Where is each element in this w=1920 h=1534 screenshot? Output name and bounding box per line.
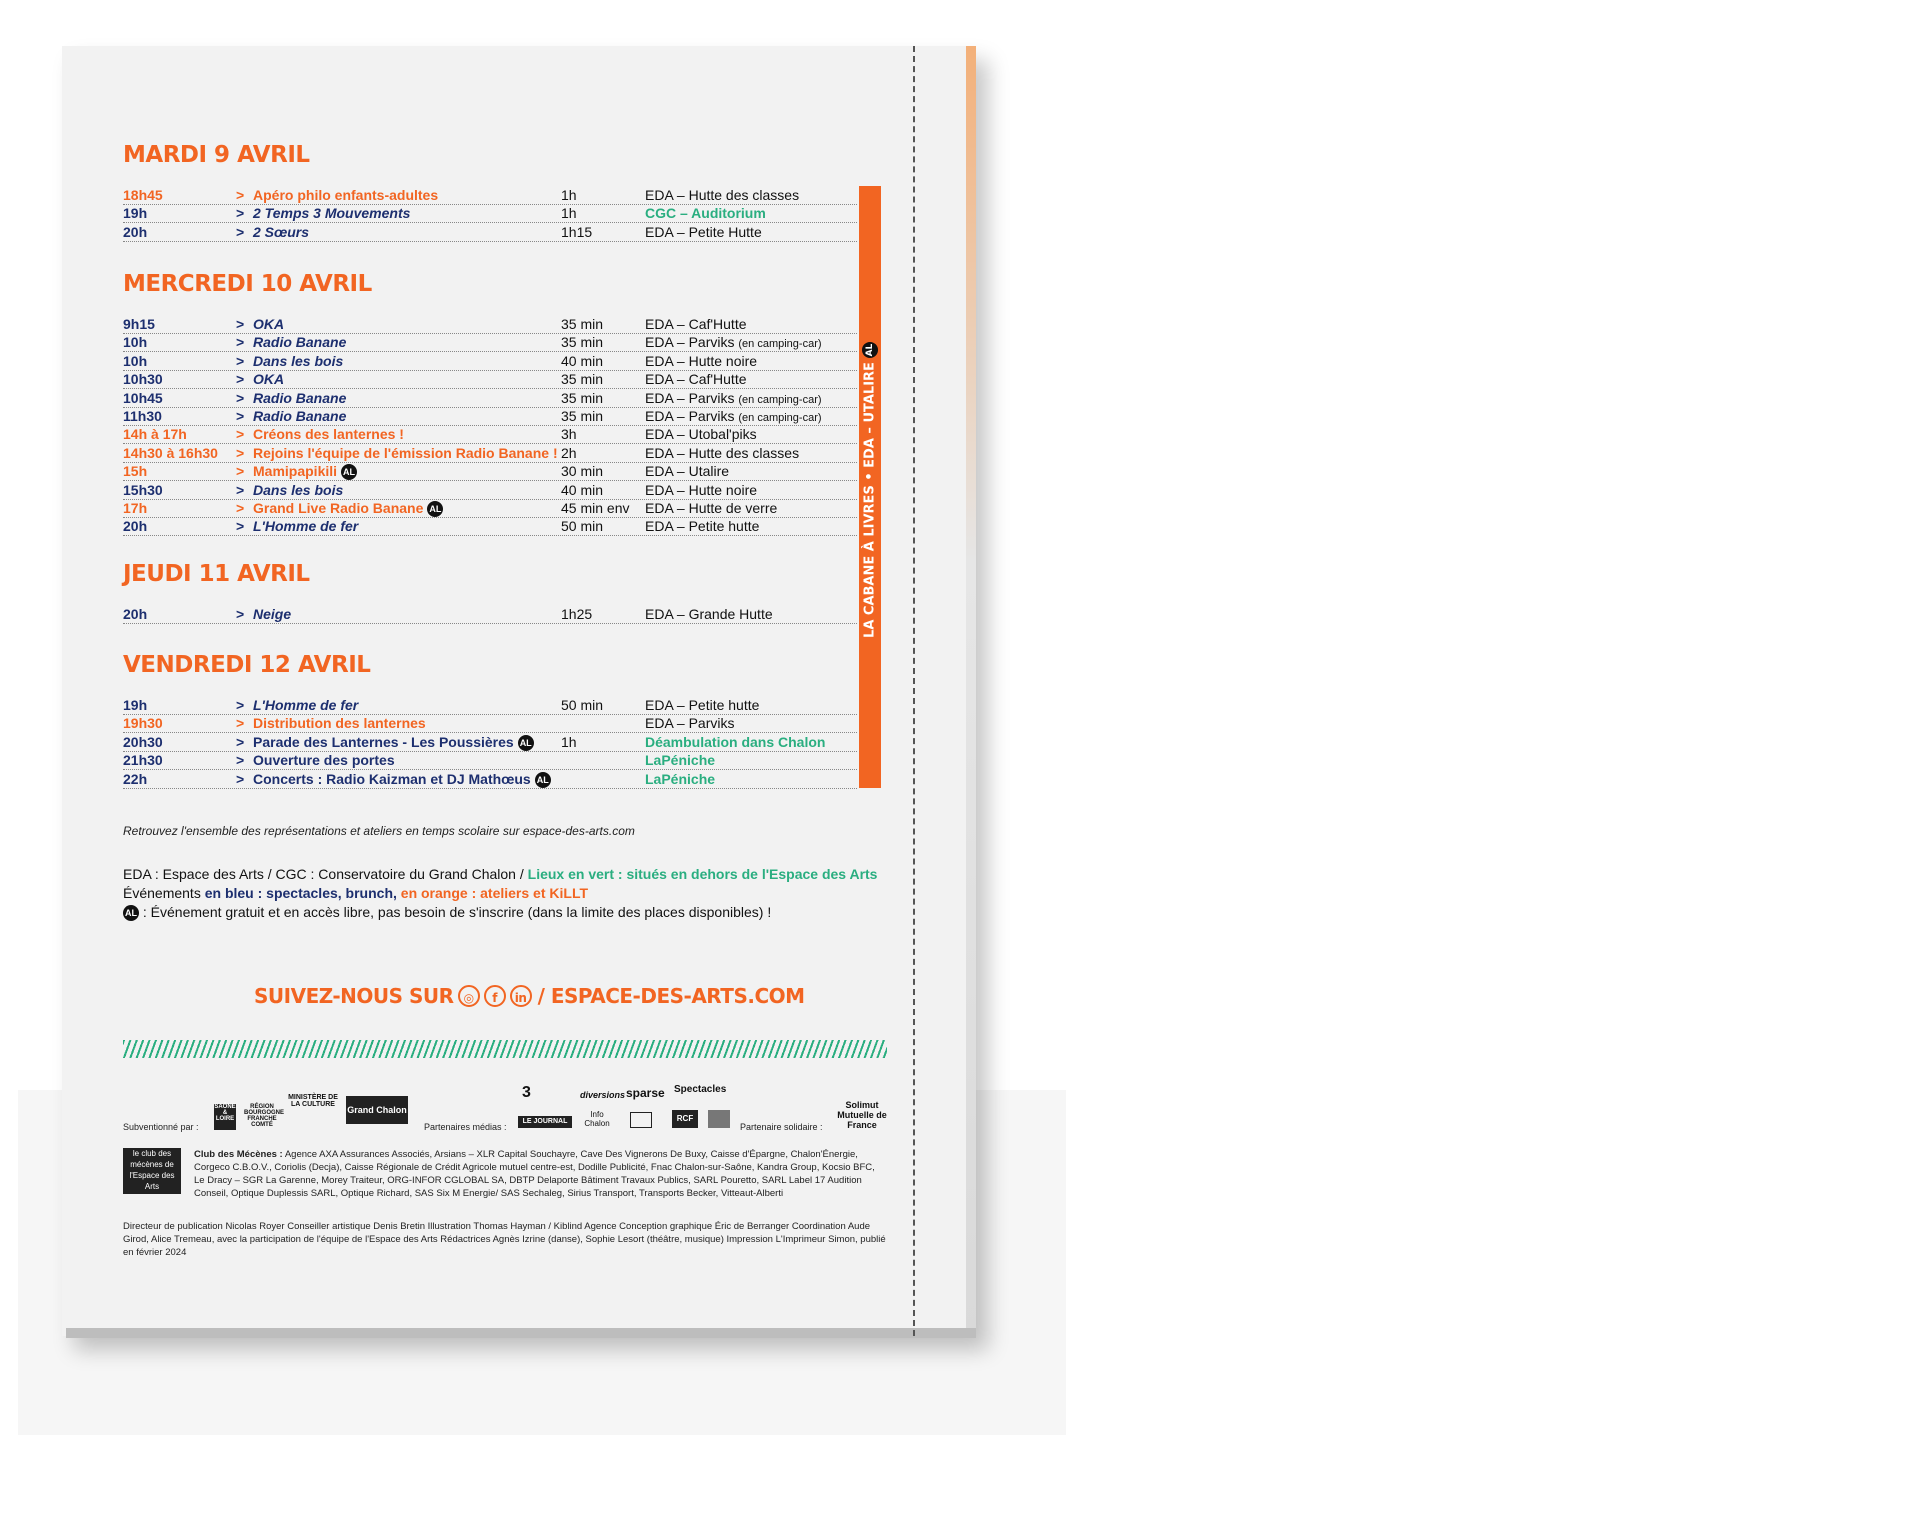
event-time: 20h <box>123 223 148 240</box>
al-badge: AL <box>341 464 357 480</box>
event-duration: 1h <box>561 187 577 203</box>
arrow-icon: > <box>236 463 245 480</box>
instagram-icon[interactable]: ◎ <box>458 985 480 1007</box>
event-time: 10h <box>123 352 148 369</box>
event-venue: EDA – Parviks (en camping-car) <box>645 408 822 424</box>
event-title: Dans les bois <box>253 352 344 369</box>
event-venue: Déambulation dans Chalon <box>645 733 826 750</box>
arrow-icon: > <box>236 426 245 443</box>
event-title: Radio Banane <box>253 408 347 424</box>
event-title: OKA <box>253 316 285 332</box>
event-time: 19h30 <box>123 715 163 732</box>
event-time: 15h <box>123 463 148 480</box>
event-time: 20h <box>123 606 148 622</box>
event-time: 17h <box>123 500 148 516</box>
event-duration: 3h <box>561 426 577 443</box>
legend-line-2: Événements en bleu : spectacles, brunch, en orange : ateliers et KiLLT <box>123 885 589 901</box>
venue-note: (en camping-car) <box>738 393 822 406</box>
event-venue: EDA – Grande Hutte <box>645 606 773 622</box>
arrow-icon: > <box>236 606 245 622</box>
event-title: Apéro philo enfants-adultes <box>253 187 439 203</box>
logo-spectacles: Spectacles <box>674 1084 727 1095</box>
event-time: 21h30 <box>123 752 163 769</box>
logo-saone-loire: SAÔNE & LOIRE <box>214 1104 236 1130</box>
event-title: Ouverture des portes <box>253 752 395 769</box>
patrons-text: Club des Mécènes : Agence AXA Assurances Associés, Arsians – XLR Capital Souchayre, Cave Des Vignerons De Buxy, Caisse d'Épargne, Chalon'Énergie, Corgeco C.B.O.V., Coriolis (Decja), Caisse Régionale de Crédit Agricole mutuel centre-est, Dodille Publicité, Fnac Chalon-sur-Saône, Kandra Group, Kocsio BFC, Le Dracy – SGR La Garenne, Morey Traiteur, ORG-INFOR CGLOBAL SA, DBTP Delaporte Bâtiment Travaux Publics, SARL Pouretto, SARL Label 17 Audition Conseil, Optique Duplessis SARL, Optique Richard, SAS Six M Energie/ SAS Sechaleg, Sirius Transport, Transports Becker, Vitteaut-Alberti <box>194 1149 875 1199</box>
credits: Directeur de publication Nicolas Royer Conseiller artistique Denis Bretin Illustration Thomas Hayman / Kiblind Agence Conception graphique Éric de Berranger Coordination Aude Girod, Alice Tremeau, avec la participation de l'équipe de l'Espace des Arts Rédactrices Agnès Izrine (danse), Sophie Lesort (théâtre, musique) Impression L'Imprimeur Simon, publié en février 2024 <box>123 1221 886 1258</box>
event-duration: 35 min <box>561 334 604 351</box>
event-title: Grand Live Radio Banane AL <box>253 500 442 516</box>
arrow-icon: > <box>236 444 245 461</box>
schedule-row <box>123 517 857 536</box>
event-time: 9h15 <box>123 316 155 332</box>
schedule-row <box>123 370 857 389</box>
event-title: Créons des lanternes ! <box>253 426 404 443</box>
event-duration: 35 min <box>561 389 604 406</box>
logo-grand-chalon: Grand Chalon <box>346 1096 408 1124</box>
day-heading: VENDREDI 12 AVRIL <box>123 652 371 678</box>
event-time: 20h30 <box>123 733 163 750</box>
event-title: OKA <box>253 371 285 388</box>
day-heading: JEUDI 11 AVRIL <box>123 561 310 587</box>
event-time: 10h30 <box>123 371 163 388</box>
event-duration: 1h <box>561 733 577 750</box>
arrow-icon: > <box>236 205 245 222</box>
event-title: Mamipapikili AL <box>253 463 356 480</box>
perforation-line <box>913 46 915 1336</box>
website-link[interactable]: / ESPACE-DES-ARTS.COM <box>537 984 805 1008</box>
event-venue: EDA – Utalire <box>645 463 730 480</box>
arrow-icon: > <box>236 697 245 713</box>
schedule-row <box>123 733 857 752</box>
arrow-icon: > <box>236 733 245 750</box>
event-title: Radio Banane <box>253 389 347 406</box>
schedule-row <box>123 714 857 733</box>
event-title: Rejoins l'équipe de l'émission Radio Banane ! <box>253 444 558 461</box>
schedule-row <box>123 315 857 334</box>
media-partners-label: Partenaires médias : <box>424 1122 507 1132</box>
event-venue: EDA – Caf'Hutte <box>645 371 747 388</box>
schedule-row <box>123 605 857 624</box>
logo-ministere: MINISTÈRE DE LA CULTURE <box>288 1094 338 1108</box>
event-duration: 40 min <box>561 481 604 498</box>
schedule-row <box>123 696 857 715</box>
event-time: 14h à 17h <box>123 426 187 443</box>
facebook-icon[interactable]: f <box>484 985 506 1007</box>
arrow-icon: > <box>236 770 245 787</box>
arrow-icon: > <box>236 389 245 406</box>
sidebar-label: LA CABANE À LIVRES • EDA – UTALIREAL <box>862 343 878 638</box>
event-duration: 45 min env <box>561 500 630 516</box>
arrow-icon: > <box>236 223 245 240</box>
event-duration: 50 min <box>561 697 604 713</box>
logo-radio <box>708 1110 730 1128</box>
event-duration: 30 min <box>561 463 604 480</box>
schedule-row <box>123 333 857 352</box>
event-time: 11h30 <box>123 408 162 424</box>
event-title: 2 Sœurs <box>253 223 310 240</box>
event-duration: 2h <box>561 444 577 461</box>
page-edge <box>966 46 976 1336</box>
event-time: 10h45 <box>123 389 163 406</box>
arrow-icon: > <box>236 500 245 516</box>
event-venue: CGC – Auditorium <box>645 205 766 222</box>
subsidized-label: Subventionné par : <box>123 1122 199 1132</box>
event-venue: EDA – Hutte des classes <box>645 444 800 461</box>
arrow-icon: > <box>236 481 245 498</box>
linkedin-icon[interactable]: in <box>510 985 532 1007</box>
schedule-row <box>123 352 857 371</box>
event-title: Distribution des lanternes <box>253 715 426 732</box>
legend-line-1: EDA : Espace des Arts / CGC : Conservatoire du Grand Chalon / Lieux en vert : situés en dehors de l'Espace des Arts <box>123 866 878 882</box>
event-duration: 35 min <box>561 316 604 332</box>
event-venue: EDA – Caf'Hutte <box>645 316 747 332</box>
al-badge: AL <box>862 342 878 358</box>
schedule-row <box>123 223 857 242</box>
arrow-icon: > <box>236 334 245 351</box>
event-duration: 1h15 <box>561 223 593 240</box>
schedule-row <box>123 389 857 408</box>
event-duration: 35 min <box>561 408 604 424</box>
schedule-row <box>123 462 857 481</box>
event-time: 14h30 à 16h30 <box>123 444 218 461</box>
info-note: Retrouvez l'ensemble des représentations et ateliers en temps scolaire sur espace-des-arts.com <box>123 824 635 838</box>
event-time: 15h30 <box>123 481 163 498</box>
event-title: L'Homme de fer <box>253 697 359 713</box>
schedule-row <box>123 407 857 426</box>
logo-360 <box>630 1112 652 1128</box>
follow-us: SUIVEZ-NOUS SUR ◎ f in / ESPACE-DES-ARTS.COM <box>254 984 805 1008</box>
schedule-row <box>123 444 857 463</box>
event-venue: LaPéniche <box>645 752 716 769</box>
al-badge: AL <box>518 735 534 751</box>
event-duration: 35 min <box>561 371 604 388</box>
event-venue: EDA – Petite Hutte <box>645 223 762 240</box>
event-time: 19h <box>123 205 148 222</box>
event-duration: 40 min <box>561 352 604 369</box>
arrow-icon: > <box>236 752 245 769</box>
event-time: 19h <box>123 697 148 713</box>
page-bottom-edge <box>66 1328 976 1338</box>
schedule-row <box>123 204 857 223</box>
schedule-row <box>123 186 857 205</box>
event-title: Radio Banane <box>253 334 347 351</box>
schedule-row <box>123 481 857 500</box>
event-venue: EDA – Parviks (en camping-car) <box>645 334 822 351</box>
event-duration: 50 min <box>561 518 604 535</box>
logo-diversions: diversions <box>580 1090 626 1100</box>
venue-note: (en camping-car) <box>738 412 822 424</box>
al-badge: AL <box>427 501 443 517</box>
event-venue: EDA – Hutte de verre <box>645 500 778 516</box>
event-title: Parade des Lanternes - Les Poussières AL <box>253 733 532 750</box>
event-time: 22h <box>123 770 148 787</box>
arrow-icon: > <box>236 715 245 732</box>
schedule-row <box>123 499 857 518</box>
event-title: Dans les bois <box>253 481 344 498</box>
arrow-icon: > <box>236 187 245 203</box>
day-heading: MARDI 9 AVRIL <box>123 142 310 168</box>
event-time: 20h <box>123 518 148 535</box>
divider-slashes <box>123 1040 887 1058</box>
arrow-icon: > <box>236 518 245 535</box>
logo-region: RÉGION BOURGOGNE FRANCHE COMTÉ <box>244 1104 285 1128</box>
event-venue: EDA – Utobal'piks <box>645 426 757 443</box>
schedule-row <box>123 425 857 444</box>
event-time: 10h <box>123 334 148 351</box>
al-badge: AL <box>535 772 551 788</box>
event-duration: 1h <box>561 205 577 222</box>
solidarity-partner-label: Partenaire solidaire : <box>740 1122 823 1132</box>
event-venue: EDA – Hutte noire <box>645 352 758 369</box>
event-venue: LaPéniche <box>645 770 716 787</box>
event-venue: EDA – Petite hutte <box>645 518 760 535</box>
arrow-icon: > <box>236 316 245 332</box>
event-title: 2 Temps 3 Mouvements <box>253 205 411 222</box>
logo-le-journal: LE JOURNAL <box>518 1116 572 1128</box>
day-heading: MERCREDI 10 AVRIL <box>123 271 372 297</box>
venue-note: (en camping-car) <box>738 338 822 351</box>
event-time: 18h45 <box>123 187 163 203</box>
logo-rcf: RCF <box>672 1110 698 1128</box>
event-venue: EDA – Petite hutte <box>645 697 760 713</box>
event-title: Concerts : Radio Kaizman et DJ Mathœus AL <box>253 770 549 787</box>
event-title: L'Homme de fer <box>253 518 359 535</box>
event-duration: 1h25 <box>561 606 593 622</box>
logo-solimut: Solimut Mutuelle de France <box>837 1100 887 1130</box>
arrow-icon: > <box>236 408 245 424</box>
logo-france3: 3 <box>522 1084 531 1101</box>
legend-line-3: AL : Événement gratuit et en accès libre, pas besoin de s'inscrire (dans la limite des places disponibles) ! <box>125 904 772 920</box>
al-badge: AL <box>123 905 139 921</box>
arrow-icon: > <box>236 352 245 369</box>
event-venue: EDA – Parviks <box>645 715 735 732</box>
schedule-row <box>123 770 857 789</box>
event-venue: EDA – Parviks (en camping-car) <box>645 389 822 406</box>
schedule-row <box>123 751 857 770</box>
logo-info-chalon: Info Chalon <box>584 1110 610 1128</box>
logo-sparse: sparse <box>626 1086 665 1100</box>
event-title: Neige <box>253 606 292 622</box>
club-logo: le club des mécènes de l'Espace des Arts <box>123 1148 181 1194</box>
event-venue: EDA – Hutte des classes <box>645 187 800 203</box>
event-venue: EDA – Hutte noire <box>645 481 758 498</box>
arrow-icon: > <box>236 371 245 388</box>
